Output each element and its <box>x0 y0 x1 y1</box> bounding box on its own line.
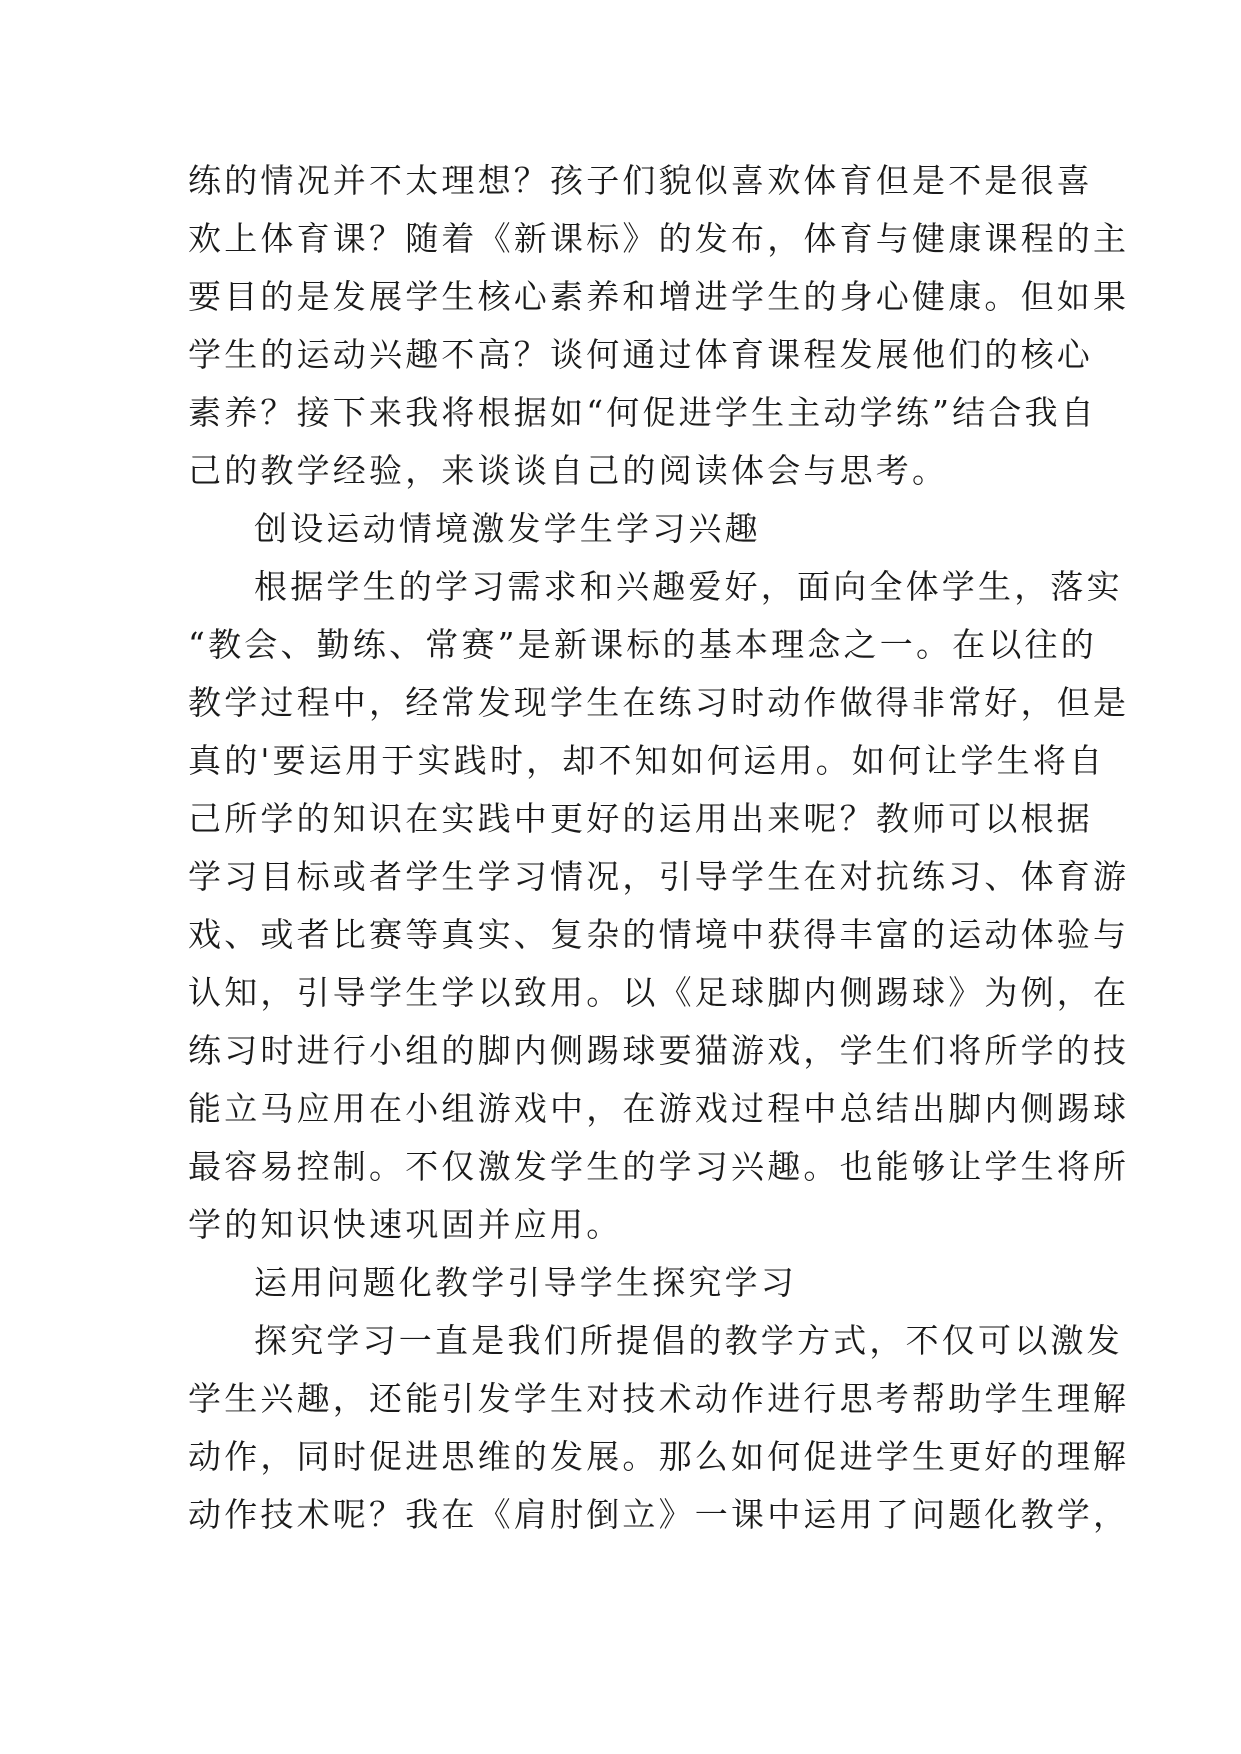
body-text-line: 己的教学经验，来谈谈自己的阅读体会与思考。 <box>188 451 949 490</box>
body-text-line: “教会、勤练、常赛”是新课标的基本理念之一。在以往的 <box>188 625 1097 664</box>
section-heading: 运用问题化教学引导学生探究学习 <box>254 1263 797 1302</box>
body-text-line: 教学过程中，经常发现学生在练习时动作做得非常好，但是 <box>188 683 1130 722</box>
body-text-line: 真的'要运用于实践时，却不知如何运用。如何让学生将自 <box>188 741 1106 780</box>
body-text-line: 动作，同时促进思维的发展。那么如何促进学生更好的理解 <box>188 1437 1130 1476</box>
body-text-line: 最容易控制。不仅激发学生的学习兴趣。也能够让学生将所 <box>188 1147 1130 1186</box>
body-text-line: 探究学习一直是我们所提倡的教学方式，不仅可以激发 <box>254 1321 1123 1360</box>
body-text-line: 练的情况并不太理想？孩子们貌似喜欢体育但是不是很喜 <box>188 161 1093 200</box>
body-text-line: 己所学的知识在实践中更好的运用出来呢？教师可以根据 <box>188 799 1093 838</box>
body-text-line: 要目的是发展学生核心素养和增进学生的身心健康。但如果 <box>188 277 1130 316</box>
body-text-line: 学习目标或者学生学习情况，引导学生在对抗练习、体育游 <box>188 857 1130 896</box>
section-heading: 创设运动情境激发学生学习兴趣 <box>254 509 761 548</box>
body-text-line: 能立马应用在小组游戏中，在游戏过程中总结出脚内侧踢球 <box>188 1089 1130 1128</box>
body-text-line: 认知，引导学生学以致用。以《足球脚内侧踢球》为例，在 <box>188 973 1130 1012</box>
body-text-line: 学的知识快速巩固并应用。 <box>188 1205 623 1244</box>
body-text-line: 欢上体育课？随着《新课标》的发布，体育与健康课程的主 <box>188 219 1130 258</box>
body-text-line: 动作技术呢？我在《肩肘倒立》一课中运用了问题化教学， <box>188 1495 1130 1534</box>
body-text-line: 学生的运动兴趣不高？谈何通过体育课程发展他们的核心 <box>188 335 1093 374</box>
body-text-line: 戏、或者比赛等真实、复杂的情境中获得丰富的运动体验与 <box>188 915 1130 954</box>
body-text-line: 素养？接下来我将根据如“何促进学生主动学练”结合我自 <box>188 393 1097 432</box>
body-text-line: 根据学生的学习需求和兴趣爱好，面向全体学生，落实 <box>254 567 1123 606</box>
body-text-line: 学生兴趣，还能引发学生对技术动作进行思考帮助学生理解 <box>188 1379 1130 1418</box>
body-text-line: 练习时进行小组的脚内侧踢球要猫游戏，学生们将所学的技 <box>188 1031 1130 1070</box>
